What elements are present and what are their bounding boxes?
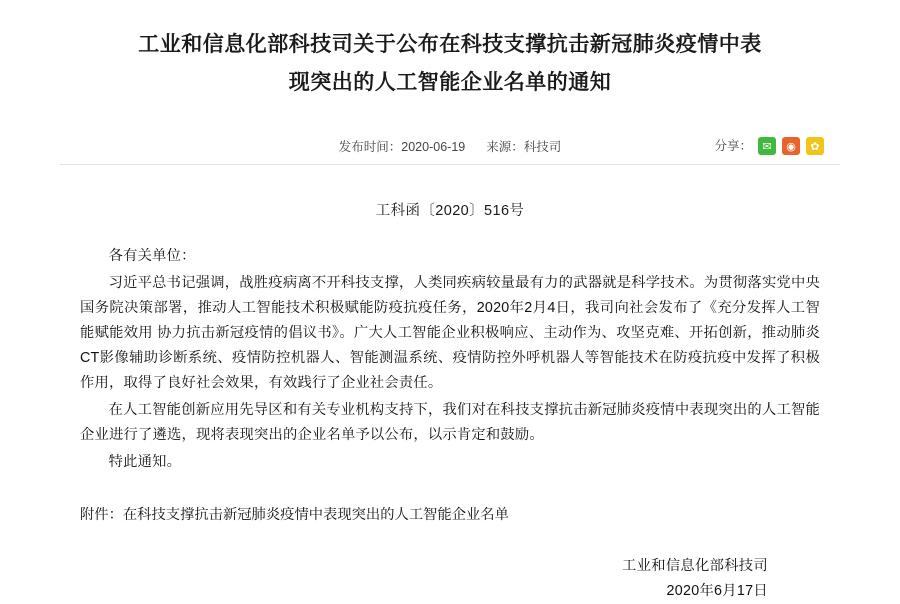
signature-date: 2020年6月17日 xyxy=(666,583,768,599)
weibo-icon-glyph: ◉ xyxy=(786,139,796,153)
page-title: 工业和信息化部科技司关于公布在科技支撑抗击新冠肺炎疫情中表现突出的人工智能企业名单的通知 xyxy=(138,33,762,94)
publish-time: 发布时间：2020-06-19 xyxy=(338,140,466,154)
document-meta-row xyxy=(60,132,840,162)
signature-org: 工业和信息化部科技司 xyxy=(622,558,768,574)
wechat-icon[interactable] xyxy=(758,137,776,155)
signature-block xyxy=(60,554,840,604)
document-body xyxy=(60,244,840,475)
attachment-line: 附件：在科技支撑抗击新冠肺炎疫情中表现突出的人工智能企业名单 xyxy=(80,507,509,523)
qzone-icon[interactable] xyxy=(806,137,824,155)
body-paragraph-1: 习近平总书记强调，战胜疫病离不开科技支撑，人类同疾病较量最有力的武器就是科学技术。为贯彻落实党中央国务院决策部署，推动人工智能技术积极赋能防疫抗疫任务，2020年2月4日，我司向社会发布了《充分发挥人工智能赋能效用 协力抗击新冠疫情的倡议书》。广大人工智能企业积极响应、主动作为、攻坚克难、开拓创新，推动肺炎CT影像辅助诊断系统、疫情防控机器人、智能测温系统、疫情防控外呼机器人等智能技术在防疫抗疫中发挥了积极作用，取得了良好社会效果，有效践行了企业社会责任。 xyxy=(80,275,820,391)
document-number: 工科函〔2020〕516号 xyxy=(375,203,525,219)
body-paragraph-2: 在人工智能创新应用先导区和有关专业机构支持下，我们对在科技支撑抗击新冠肺炎疫情中表现突出的人工智能企业进行了遴选，现将表现突出的企业名单予以公布，以示肯定和鼓励。 xyxy=(80,402,820,443)
body-paragraph-3: 特此通知。 xyxy=(108,454,182,470)
source: 来源：科技司 xyxy=(486,140,562,154)
header-divider xyxy=(60,164,840,165)
share-box xyxy=(714,135,824,157)
qzone-icon-glyph: ✿ xyxy=(810,139,820,153)
weibo-icon[interactable] xyxy=(782,137,800,155)
wechat-icon-glyph: ✉ xyxy=(762,139,772,153)
salutation: 各有关单位： xyxy=(108,248,196,264)
share-label: 分享： xyxy=(714,139,752,153)
